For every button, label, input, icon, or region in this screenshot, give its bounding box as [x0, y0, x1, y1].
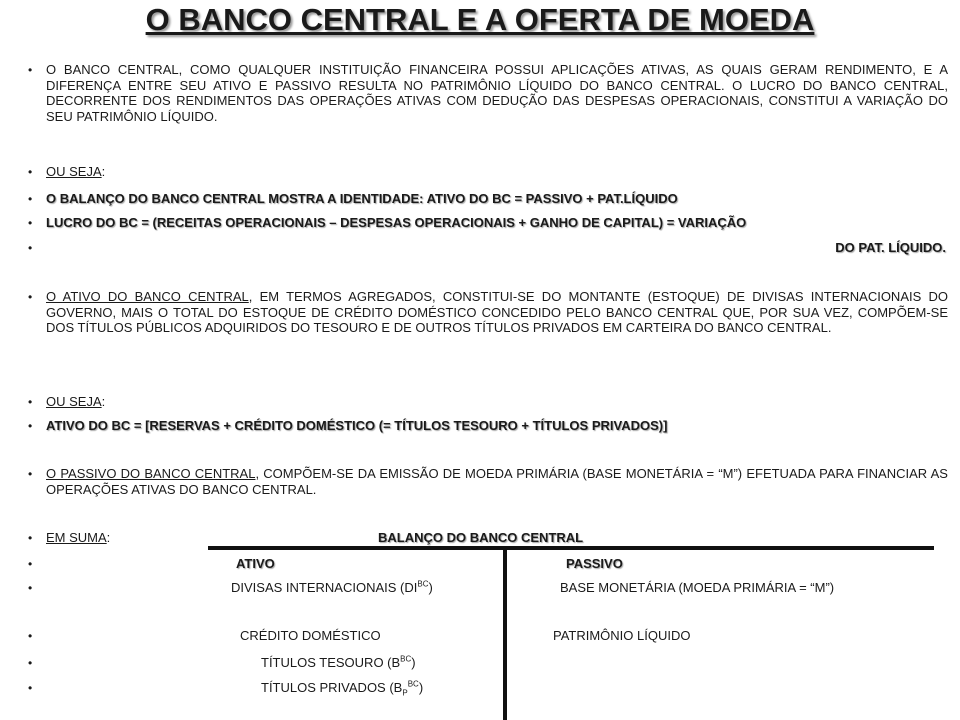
titulos-tesouro-item: TÍTULOS TESOURO $(B^{BC})$	[261, 654, 416, 670]
bullet: •	[28, 467, 33, 481]
colon: :	[101, 394, 106, 409]
balance-title: BALANÇO DO BANCO CENTRAL	[378, 530, 584, 545]
bullet: •	[28, 192, 33, 206]
bullet: •	[28, 419, 33, 433]
bullet: •	[28, 395, 33, 409]
colon: :	[101, 164, 106, 179]
ou-seja-label: OU SEJA	[46, 394, 102, 409]
page-title: O BANCO CENTRAL E A OFERTA DE MOEDA	[145, 2, 815, 37]
bullet: •	[28, 216, 33, 230]
patrimonio-item: PATRIMÔNIO LÍQUIDO	[553, 628, 691, 643]
ativo-heading: O ATIVO DO BANCO CENTRAL	[46, 289, 249, 304]
bullet: •	[28, 557, 33, 571]
passivo-text: , COMPÕEM-SE DA EMISSÃO DE MOEDA PRIMÁRIA (BASE MONETÁRIA = “M”) EFETUADA PARA FINANCIAR AS OPERAÇÕES ATIVAS DO BANCO CENTRAL.	[46, 466, 948, 497]
ativo-header: ATIVO	[236, 556, 275, 571]
intro-paragraph: O BANCO CENTRAL, COMO QUALQUER INSTITUIÇÃO FINANCEIRA POSSUI APLICAÇÕES ATIVAS, AS QUAIS GERAM RENDIMENTO, E A DIFERENÇA ENTRE SEU ATIVO E PASSIVO RESULTA NO PATRIMÔNIO LÍQUIDO DO BANCO CENTRAL. O LUCRO DO BANCO CENTRAL, DECORRENTE DOS RENDIMENTOS DAS OPERAÇÕES ATIVAS COM DEDUÇÃO DAS DESPESAS OPERACIONAIS, CONSTITUI A VARIAÇÃO DO SEU PATRIMÔNIO LÍQUIDO.	[46, 62, 948, 124]
passivo-header: PASSIVO	[566, 556, 623, 571]
em-suma-line	[46, 530, 110, 546]
bullet: •	[28, 165, 33, 179]
titulos-privados-item: TÍTULOS PRIVADOS $(B_P^{BC})$	[261, 679, 424, 698]
bullet: •	[28, 681, 33, 695]
bullet: •	[28, 241, 33, 255]
balance-vertical-rule	[503, 548, 507, 720]
bullet: •	[28, 63, 33, 77]
passivo-heading: O PASSIVO DO BANCO CENTRAL	[46, 466, 256, 481]
identity-line: O BALANÇO DO BANCO CENTRAL MOSTRA A IDENTIDADE: ATIVO DO BC = PASSIVO + PAT.LÍQUIDO	[46, 191, 678, 206]
ativo-text: , EM TERMOS AGREGADOS, CONSTITUI-SE DO MONTANTE (ESTOQUE) DE DIVISAS INTERNACIONAIS DO GOVERNO, MAIS O TOTAL DO ESTOQUE DE CRÉDITO DOMÉSTICO CONCEDIDO PELO BANCO CENTRAL QUE, POR SUA VEZ, COMPÕEM-SE DOS TÍTULOS PÚBLICOS ADQUIRIDOS DO TESOURO E DE OUTROS TÍTULOS PRIVADOS EM CARTEIRA DO BANCO CENTRAL.	[46, 289, 949, 335]
balance-horizontal-rule	[208, 546, 934, 550]
divisas-item: DIVISAS INTERNACIONAIS $(DI^{BC})$	[231, 579, 433, 595]
bullet: •	[28, 656, 33, 670]
lucro-continuation: DO PAT. LÍQUIDO.	[835, 240, 946, 255]
ou-seja-line	[46, 164, 948, 180]
colon: :	[106, 530, 111, 545]
passivo-paragraph	[46, 466, 948, 497]
em-suma-label: EM SUMA	[46, 530, 107, 545]
credito-item: CRÉDITO DOMÉSTICO	[240, 628, 381, 643]
bullet: •	[28, 581, 33, 595]
ativo-formula: ATIVO DO BC = [RESERVAS + CRÉDITO DOMÉSTICO (= TÍTULOS TESOURO + TÍTULOS PRIVADOS)]	[46, 418, 668, 433]
ou-seja-label: OU SEJA	[46, 164, 102, 179]
bullet: •	[28, 290, 33, 304]
bullet: •	[28, 531, 33, 545]
base-monetaria-item: BASE MONETÁRIA (MOEDA PRIMÁRIA = “M”)	[560, 580, 835, 595]
ou-seja-line	[46, 394, 948, 410]
bullet: •	[28, 629, 33, 643]
lucro-line: LUCRO DO BC = (RECEITAS OPERACIONAIS – DESPESAS OPERACIONAIS + GANHO DE CAPITAL) = VARIAÇÃO	[46, 215, 747, 230]
ativo-paragraph	[46, 289, 948, 336]
